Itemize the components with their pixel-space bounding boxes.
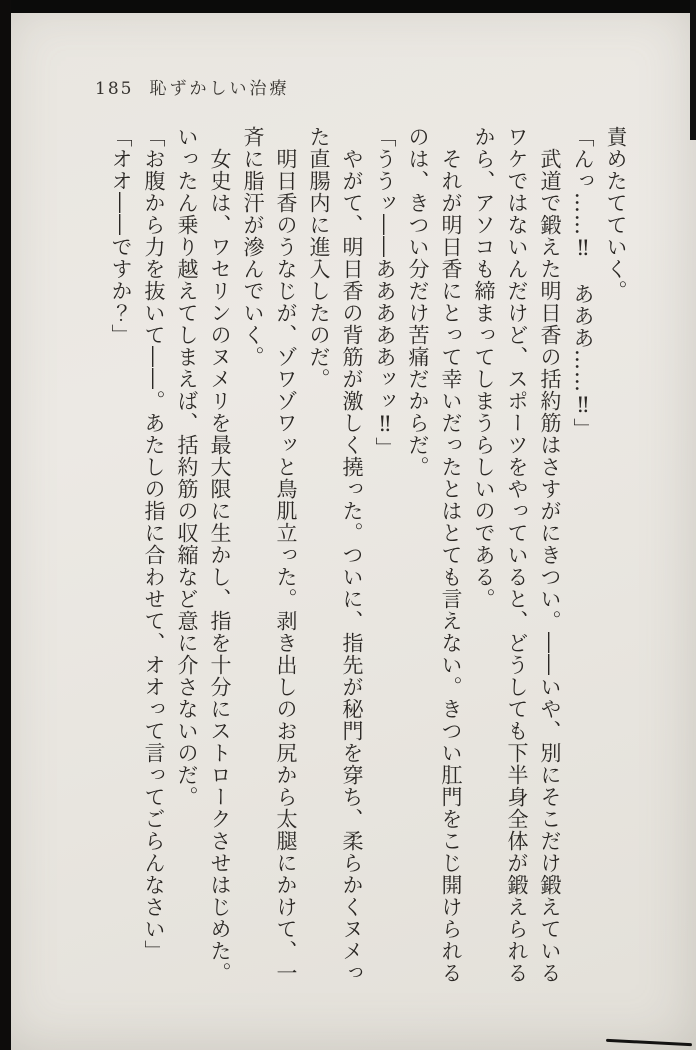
- paragraph: やがて、明日香の背筋が激しく撓った。ついに、指先が秘門を穿ち、柔らかくヌメった直腸内に進入したのだ。: [307, 126, 364, 984]
- body-text-block: [104, 126, 632, 992]
- dialogue-line: 「んっ……‼ あああ……‼」: [571, 126, 595, 440]
- paragraph: 明日香のうなじが、ゾワゾワッと鳥肌立った。剥き出しのお尻から太腿にかけて、一斉に脂汗が滲んでいく。: [241, 126, 298, 984]
- dialogue-line: 「オオ――ですか？」: [109, 126, 133, 346]
- dialogue-line: 「お腹から力を抜いて――。あたしの指に合わせて、オオって言ってごらんなさい」: [142, 126, 166, 962]
- scan-border-left: [0, 0, 11, 1050]
- running-header: [95, 74, 289, 99]
- paragraph: それが明日香にとって幸いだったとはとても言えない。きつい肛門をこじ開けられるのは、きつい分だけ苦痛だからだ。: [406, 126, 463, 984]
- page-number: 185: [95, 79, 134, 99]
- paragraph: 責めたてていく。: [604, 126, 628, 302]
- scan-border-bottom-mark: [606, 1039, 692, 1046]
- scan-border-top: [0, 0, 696, 13]
- scan-border-right: [690, 0, 696, 140]
- paragraph: 女史は、ワセリンのヌメリを最大限に生かし、指を十分にストロークさせはじめた。いったん乗り越えてしまえば、括約筋の収縮など意に介さないのだ。: [175, 126, 232, 984]
- chapter-title: 恥ずかしい治療: [149, 79, 290, 99]
- dialogue-line: 「ううッ――あああああッッ‼」: [373, 126, 397, 459]
- paragraph: 武道で鍛えた明日香の括約筋はさすがにきつい。――いや、別にそこだけ鍛えているワケではないんだけど、スポーツをやっていると、どうしても下半身全体が鍛えられるから、アソコも締まってしまうらしいのである。: [472, 126, 562, 984]
